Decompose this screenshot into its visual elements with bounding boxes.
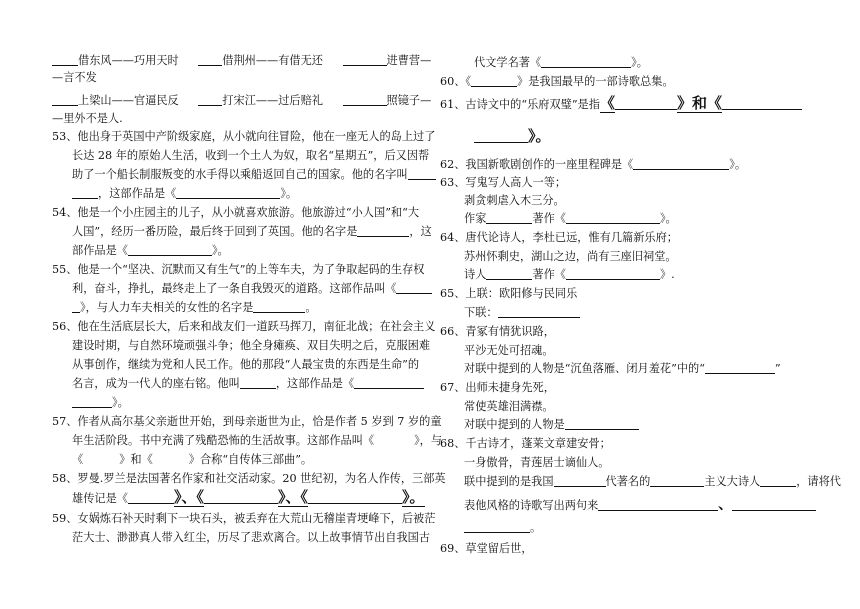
answer-blank[interactable] [343, 94, 387, 106]
q55-line-1: 55、他是一个“坚决、沉默而又有生气”的上等车夫，为了争取起码的生存权 [52, 263, 425, 276]
q66-line-3: 对联中提到的人物是“沉鱼落雁、闭月羞花”中的“ ” [464, 362, 781, 375]
q67-line-2: 常使英雄泪满襟。 [464, 400, 554, 413]
answer-blank[interactable] [554, 475, 606, 487]
q62: 62、我国新歌剧创作的一座里程碑是《 》。 [440, 158, 747, 171]
q64-line-2: 苏州怀剩史，湖山之边，尚有三座旧祠堂。 [464, 250, 677, 263]
q63-line-3: 作家 著作《 》。 [464, 212, 677, 225]
answer-blank[interactable] [650, 475, 704, 487]
q59-line-2: 茫大士、渺渺真人带入红尘，历尽了悲欢离合。以上故事情节出自我国古 [72, 531, 431, 544]
answer-blank[interactable] [72, 396, 112, 408]
answer-blank[interactable] [308, 492, 402, 504]
q68-line-2: 一身傲骨，青莲居士谪仙人。 [464, 456, 610, 469]
right-column [430, 0, 860, 609]
answer-blank[interactable] [474, 131, 528, 143]
q59-line-1: 59、女娲炼石补天时剩下一块石头，被丢弃在大荒山无稽崖青埂峰下，后被茫 [52, 512, 436, 525]
answer-blank[interactable] [722, 98, 802, 110]
answer-blank[interactable] [357, 225, 409, 237]
answer-blank[interactable] [204, 492, 278, 504]
q67-line-1: 67、出师未捷身先死， [440, 381, 555, 394]
q64-line-1: 64、唐代论诗人，李杜已远，惟有几篇新乐府； [440, 231, 678, 244]
q54-line-3: 部作品是《 》。 [72, 244, 229, 257]
answer-blank[interactable] [598, 499, 718, 511]
answer-blank[interactable] [760, 475, 796, 487]
answer-blank[interactable] [128, 492, 174, 504]
q56-line-2: 建设时期，与自然环境顽强斗争；他全身瘫痪、双目失明之后，克服困难 [72, 339, 431, 352]
q58-line-1: 58、罗曼.罗兰是法国著名作家和社交活动家。20 世纪初，为名人作传，三部英 [52, 472, 446, 485]
q57-line-2: 年生活阶段。书中充满了残酷恐怖的生活故事。这部作品叫《 》，与 [72, 434, 443, 447]
answer-blank[interactable] [343, 54, 387, 66]
q53-line-3: 助了一个船长制服叛变的水手得以乘船返回自己的国家。他的名字叫 [72, 168, 436, 182]
q56-line-4: 名言，成为一代人的座右铭。他叫 ，这部作品是《 [72, 377, 424, 391]
q55-line-2: 利，奋斗，挣扎，最终走上了一条自我毁灭的道路。这部作品叫《 [72, 282, 432, 296]
q68-line-3: 联中提到的是我国 代著名的 主义大诗人 ，请将代 [464, 475, 841, 488]
q68-line-1: 68、千古诗才，蓬莱文章建安骨； [440, 437, 611, 450]
q55-line-3: 》，与人力车夫相关的女性的名字是 。 [72, 301, 317, 315]
answer-blank[interactable] [128, 244, 212, 256]
answer-blank[interactable] [396, 282, 432, 294]
q53-line-4: ，这部作品是《 》。 [72, 187, 297, 201]
answer-blank[interactable] [52, 94, 78, 106]
answer-blank[interactable] [72, 187, 98, 199]
q56-line-3: 从事创作，继续为党和人民工作。他的那段“人最宝贵的东西是生命”的 [72, 358, 420, 371]
answer-blank[interactable] [72, 301, 80, 313]
q69-line-1: 69、草堂留后世， [440, 542, 533, 555]
answer-blank[interactable] [198, 54, 222, 66]
answer-blank[interactable] [486, 268, 532, 280]
answer-blank[interactable] [705, 362, 775, 374]
q54-line-2: 人国”，经历一番历险，最后终于回到了英国。他的名字是 ，这 [72, 225, 432, 238]
q57-line-1: 57、作者从高尔基父亲逝世开始，到母亲逝世为止，恰是作者 5 岁到 7 岁的童 [52, 415, 442, 428]
idiom-line-2-cont: —里外不是人. [52, 112, 123, 125]
q59-cont: 代文学名著《 》。 [474, 56, 648, 69]
answer-blank[interactable] [253, 301, 305, 313]
answer-blank[interactable] [464, 521, 530, 533]
answer-blank[interactable] [176, 187, 280, 199]
answer-blank[interactable] [732, 499, 816, 511]
q67-line-3: 对联中提到的人物是 [464, 418, 639, 432]
answer-blank[interactable] [566, 212, 660, 224]
answer-blank[interactable] [198, 94, 222, 106]
answer-blank[interactable] [541, 56, 631, 68]
q65-line-2: 下联： [464, 306, 580, 320]
answer-blank[interactable] [565, 418, 639, 430]
answer-blank[interactable] [498, 306, 580, 318]
idiom-line-1: 借东风——巧用天时 借荆州——有借无还 进曹营— [52, 54, 431, 68]
answer-blank[interactable] [354, 377, 424, 389]
q60: 60、《 》是我国最早的一部诗歌总集。 [440, 75, 674, 88]
answer-blank[interactable] [52, 54, 78, 66]
q66-line-2: 平沙无处可招魂。 [464, 344, 554, 357]
answer-blank[interactable] [471, 75, 517, 87]
q66-line-1: 66、青冢有情犹识路， [440, 325, 555, 338]
answer-blank[interactable] [486, 212, 532, 224]
q68-line-5: 。 [464, 521, 541, 535]
q58-line-2: 雄传记是《 》、《 》、《 》。 [72, 488, 425, 506]
q53-line-1: 53、他出身于英国中产阶级家庭，从小就向往冒险，他在一座无人的岛上过了 [52, 130, 436, 143]
q61-line-1: 61、古诗文中的“乐府双璧”是指《 》和《 [440, 94, 802, 115]
q64-line-3: 诗人 著作《 》. [464, 268, 675, 281]
q61-line-2: 》。 [474, 127, 551, 148]
answer-blank[interactable] [566, 268, 660, 280]
q56-line-1: 56、他在生活底层长大，后来和战友们一道跃马挥刀，南征北战；在社会主义 [52, 320, 436, 333]
answer-blank[interactable] [240, 377, 276, 389]
q54-line-1: 54、他是一个小庄园主的儿子，从小就喜欢旅游。他旅游过“小人国”和“大 [52, 206, 420, 219]
q57-line-3: 《 》和《 》合称“自传体三部曲”。 [72, 453, 313, 466]
q56-line-5: 》。 [72, 396, 129, 410]
idiom-line-2: 上梁山——官逼民反 打宋江——过后赔礼 照镜子— [52, 94, 431, 108]
q53-line-2: 长达 28 年的原始人生活，收到一个土人为奴，取名“星期五”，后又因帮 [72, 149, 430, 162]
q63-line-1: 63、写鬼写人高人一等； [440, 176, 567, 189]
q65-line-1: 65、上联：欧阳修与民同乐 [440, 287, 578, 300]
answer-blank[interactable] [615, 98, 677, 110]
idiom-line-1-cont: —言不发 [52, 71, 97, 84]
q63-line-2: 剥贪刺虐入木三分。 [464, 194, 565, 207]
q68-line-4: 表他风格的诗歌写出两句来 、 [464, 498, 816, 513]
answer-blank[interactable] [633, 158, 729, 170]
